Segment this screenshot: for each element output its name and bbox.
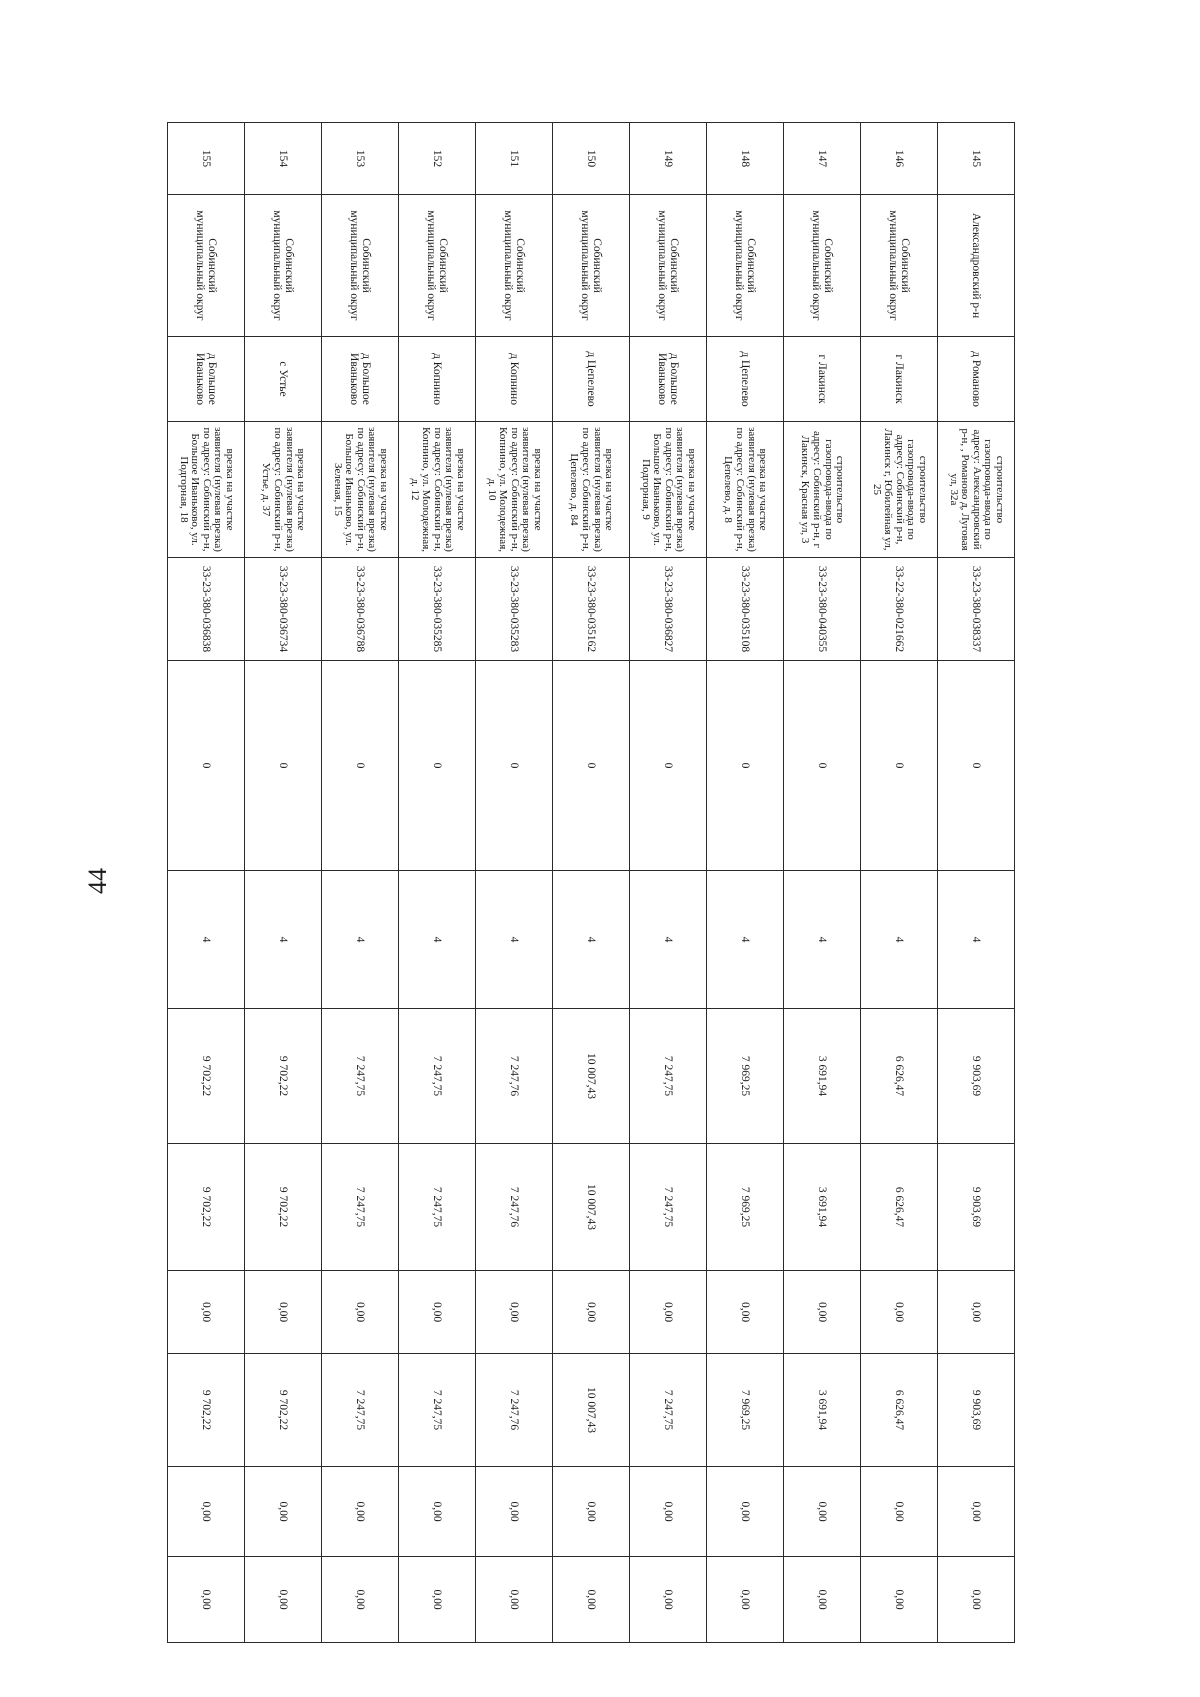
value-cell-6: 0 — [322, 661, 399, 871]
table-row — [553, 123, 630, 1643]
amount-cell-8: 9 702,22 — [245, 1009, 322, 1144]
amount-cell-10: 0,00 — [553, 1271, 630, 1354]
amount-cell-9: 9 903,69 — [938, 1144, 1015, 1271]
table-row — [245, 123, 322, 1643]
amount-cell-13: 0,00 — [322, 1557, 399, 1643]
row-number: 150 — [553, 123, 630, 195]
municipality-cell: Собинский муниципальный округ — [784, 195, 861, 337]
amount-cell-11: 9 702,22 — [245, 1354, 322, 1467]
table-row — [861, 123, 938, 1643]
locality-cell: д Цепелево — [553, 337, 630, 422]
locality-cell: д Большое Иваньково — [168, 337, 245, 422]
value-cell-6: 0 — [938, 661, 1015, 871]
amount-cell-11: 10 007,43 — [553, 1354, 630, 1467]
amount-cell-13: 0,00 — [168, 1557, 245, 1643]
value-cell-7: 4 — [707, 871, 784, 1009]
locality-cell: д Цепелево — [707, 337, 784, 422]
description-cell: врезка на участке заявителя (нулевая врезка) по адресу: Собинский р-н, Копнино, ул. Молодежная, д. 10 — [476, 422, 553, 558]
description-cell: врезка на участке заявителя (нулевая врезка) по адресу: Собинский р-н, Устье, д. 37 — [245, 422, 322, 558]
description-cell: строительство газопровода-ввода по адресу: Александровский р-н, , Романово д, Луговая ул, 32а — [938, 422, 1015, 558]
amount-cell-8: 7 247,75 — [399, 1009, 476, 1144]
municipality-cell: Собинский муниципальный округ — [553, 195, 630, 337]
amount-cell-9: 7 247,76 — [476, 1144, 553, 1271]
locality-cell: д Копнино — [399, 337, 476, 422]
amount-cell-9: 7 247,75 — [630, 1144, 707, 1271]
amount-cell-10: 0,00 — [168, 1271, 245, 1354]
table-row — [630, 123, 707, 1643]
amount-cell-10: 0,00 — [861, 1271, 938, 1354]
amount-cell-8: 7 247,75 — [630, 1009, 707, 1144]
amount-cell-8: 7 969,25 — [707, 1009, 784, 1144]
cadastral-number-cell: 33-23-380-035285 — [399, 558, 476, 661]
amount-cell-13: 0,00 — [707, 1557, 784, 1643]
value-cell-7: 4 — [399, 871, 476, 1009]
amount-cell-9: 7 247,75 — [399, 1144, 476, 1271]
amount-cell-13: 0,00 — [399, 1557, 476, 1643]
amount-cell-13: 0,00 — [938, 1557, 1015, 1643]
cadastral-number-cell: 33-22-380-021662 — [861, 558, 938, 661]
amount-cell-12: 0,00 — [553, 1467, 630, 1557]
amount-cell-13: 0,00 — [861, 1557, 938, 1643]
locality-cell: д Большое Иваньково — [630, 337, 707, 422]
row-number: 155 — [168, 123, 245, 195]
amount-cell-9: 7 247,75 — [322, 1144, 399, 1271]
row-number: 149 — [630, 123, 707, 195]
amount-cell-12: 0,00 — [707, 1467, 784, 1557]
amount-cell-10: 0,00 — [322, 1271, 399, 1354]
amount-cell-12: 0,00 — [245, 1467, 322, 1557]
amount-cell-11: 9 903,69 — [938, 1354, 1015, 1467]
amount-cell-12: 0,00 — [322, 1467, 399, 1557]
amount-cell-13: 0,00 — [476, 1557, 553, 1643]
table-row — [168, 123, 245, 1643]
municipality-cell: Собинский муниципальный округ — [476, 195, 553, 337]
value-cell-7: 4 — [938, 871, 1015, 1009]
municipality-cell: Собинский муниципальный округ — [322, 195, 399, 337]
value-cell-6: 0 — [553, 661, 630, 871]
value-cell-7: 4 — [322, 871, 399, 1009]
description-cell: врезка на участке заявителя (нулевая врезка) по адресу: Собинский р-н, Большое Иваньково, ул. Подгорная, 9 — [630, 422, 707, 558]
amount-cell-11: 7 969,25 — [707, 1354, 784, 1467]
table-body — [168, 123, 1015, 1643]
amount-cell-10: 0,00 — [399, 1271, 476, 1354]
amount-cell-8: 7 247,75 — [322, 1009, 399, 1144]
value-cell-7: 4 — [553, 871, 630, 1009]
amount-cell-10: 0,00 — [707, 1271, 784, 1354]
table-row — [938, 123, 1015, 1643]
description-cell: врезка на участке заявителя (нулевая врезка) по адресу: Собинский р-н, Большое Иваньково, ул. Зеленая, 15 — [322, 422, 399, 558]
cadastral-number-cell: 33-23-380-040355 — [784, 558, 861, 661]
amount-cell-9: 9 702,22 — [168, 1144, 245, 1271]
value-cell-6: 0 — [168, 661, 245, 871]
municipality-cell: Собинский муниципальный округ — [707, 195, 784, 337]
value-cell-6: 0 — [784, 661, 861, 871]
value-cell-7: 4 — [630, 871, 707, 1009]
row-number: 146 — [861, 123, 938, 195]
table-row — [476, 123, 553, 1643]
amount-cell-13: 0,00 — [630, 1557, 707, 1643]
row-number: 152 — [399, 123, 476, 195]
value-cell-6: 0 — [861, 661, 938, 871]
amount-cell-8: 9 702,22 — [168, 1009, 245, 1144]
cadastral-number-cell: 33-23-380-035108 — [707, 558, 784, 661]
municipality-cell: Собинский муниципальный округ — [168, 195, 245, 337]
value-cell-7: 4 — [168, 871, 245, 1009]
amount-cell-11: 7 247,76 — [476, 1354, 553, 1467]
amount-cell-12: 0,00 — [630, 1467, 707, 1557]
locality-cell: г Лакинск — [784, 337, 861, 422]
value-cell-6: 0 — [245, 661, 322, 871]
value-cell-6: 0 — [707, 661, 784, 871]
amount-cell-10: 0,00 — [784, 1271, 861, 1354]
value-cell-7: 4 — [476, 871, 553, 1009]
amount-cell-11: 7 247,75 — [322, 1354, 399, 1467]
amount-cell-11: 3 691,94 — [784, 1354, 861, 1467]
value-cell-6: 0 — [399, 661, 476, 871]
cadastral-number-cell: 33-23-380-036734 — [245, 558, 322, 661]
amount-cell-8: 9 903,69 — [938, 1009, 1015, 1144]
table-row — [399, 123, 476, 1643]
amount-cell-9: 9 702,22 — [245, 1144, 322, 1271]
locality-cell: д Романово — [938, 337, 1015, 422]
amount-cell-9: 6 626,47 — [861, 1144, 938, 1271]
cadastral-number-cell: 33-23-380-036788 — [322, 558, 399, 661]
amount-cell-11: 7 247,75 — [630, 1354, 707, 1467]
row-number: 154 — [245, 123, 322, 195]
amount-cell-9: 3 691,94 — [784, 1144, 861, 1271]
table-row — [707, 123, 784, 1643]
amount-cell-12: 0,00 — [399, 1467, 476, 1557]
value-cell-7: 4 — [784, 871, 861, 1009]
row-number: 145 — [938, 123, 1015, 195]
locality-cell: д Большое Иваньково — [322, 337, 399, 422]
amount-cell-10: 0,00 — [476, 1271, 553, 1354]
cadastral-number-cell: 33-23-380-035162 — [553, 558, 630, 661]
cadastral-number-cell: 33-23-380-036838 — [168, 558, 245, 661]
page-number: 44 — [83, 868, 112, 894]
amount-cell-12: 0,00 — [784, 1467, 861, 1557]
description-cell: строительство газопровода-ввода по адресу: Собинский р-н, г Лакинск, Красная ул, 3 — [784, 422, 861, 558]
row-number: 148 — [707, 123, 784, 195]
municipality-cell: Собинский муниципальный округ — [861, 195, 938, 337]
cadastral-number-cell: 33-23-380-035283 — [476, 558, 553, 661]
amount-cell-12: 0,00 — [476, 1467, 553, 1557]
data-table — [167, 122, 1015, 1643]
table-row — [784, 123, 861, 1643]
amount-cell-13: 0,00 — [245, 1557, 322, 1643]
municipality-cell: Александровский р-н — [938, 195, 1015, 337]
amount-cell-10: 0,00 — [245, 1271, 322, 1354]
amount-cell-13: 0,00 — [784, 1557, 861, 1643]
value-cell-6: 0 — [630, 661, 707, 871]
locality-cell: с Устье — [245, 337, 322, 422]
amount-cell-12: 0,00 — [938, 1467, 1015, 1557]
amount-cell-11: 9 702,22 — [168, 1354, 245, 1467]
amount-cell-8: 7 247,76 — [476, 1009, 553, 1144]
description-cell: строительство газопровода-ввода по адресу: Собинский р-н, Лакинск г, Юбилейная ул, 25 — [861, 422, 938, 558]
amount-cell-8: 10 007,43 — [553, 1009, 630, 1144]
municipality-cell: Собинский муниципальный округ — [399, 195, 476, 337]
amount-cell-12: 0,00 — [861, 1467, 938, 1557]
value-cell-7: 4 — [861, 871, 938, 1009]
locality-cell: г Лакинск — [861, 337, 938, 422]
value-cell-6: 0 — [476, 661, 553, 871]
row-number: 151 — [476, 123, 553, 195]
locality-cell: д Копнино — [476, 337, 553, 422]
description-cell: врезка на участке заявителя (нулевая врезка) по адресу: Собинский р-н, Копнино, ул. Молодежная, д. 12 — [399, 422, 476, 558]
amount-cell-11: 7 247,75 — [399, 1354, 476, 1467]
municipality-cell: Собинский муниципальный округ — [245, 195, 322, 337]
amount-cell-11: 6 626,47 — [861, 1354, 938, 1467]
rotated-table-wrapper — [167, 122, 1015, 1640]
row-number: 153 — [322, 123, 399, 195]
description-cell: врезка на участке заявителя (нулевая врезка) по адресу: Собинский р-н, Большое Иваньково, ул. Подгорная, 18 — [168, 422, 245, 558]
municipality-cell: Собинский муниципальный округ — [630, 195, 707, 337]
cadastral-number-cell: 33-23-380-038337 — [938, 558, 1015, 661]
amount-cell-13: 0,00 — [553, 1557, 630, 1643]
amount-cell-9: 7 969,25 — [707, 1144, 784, 1271]
amount-cell-9: 10 007,43 — [553, 1144, 630, 1271]
amount-cell-10: 0,00 — [938, 1271, 1015, 1354]
amount-cell-10: 0,00 — [630, 1271, 707, 1354]
value-cell-7: 4 — [245, 871, 322, 1009]
amount-cell-12: 0,00 — [168, 1467, 245, 1557]
table-row — [322, 123, 399, 1643]
amount-cell-8: 3 691,94 — [784, 1009, 861, 1144]
description-cell: врезка на участке заявителя (нулевая врезка) по адресу: Собинский р-н, Цепелево, д. 8 — [707, 422, 784, 558]
amount-cell-8: 6 626,47 — [861, 1009, 938, 1144]
cadastral-number-cell: 33-23-380-036827 — [630, 558, 707, 661]
row-number: 147 — [784, 123, 861, 195]
description-cell: врезка на участке заявителя (нулевая врезка) по адресу: Собинский р-н, Цепелево, д. 84 — [553, 422, 630, 558]
